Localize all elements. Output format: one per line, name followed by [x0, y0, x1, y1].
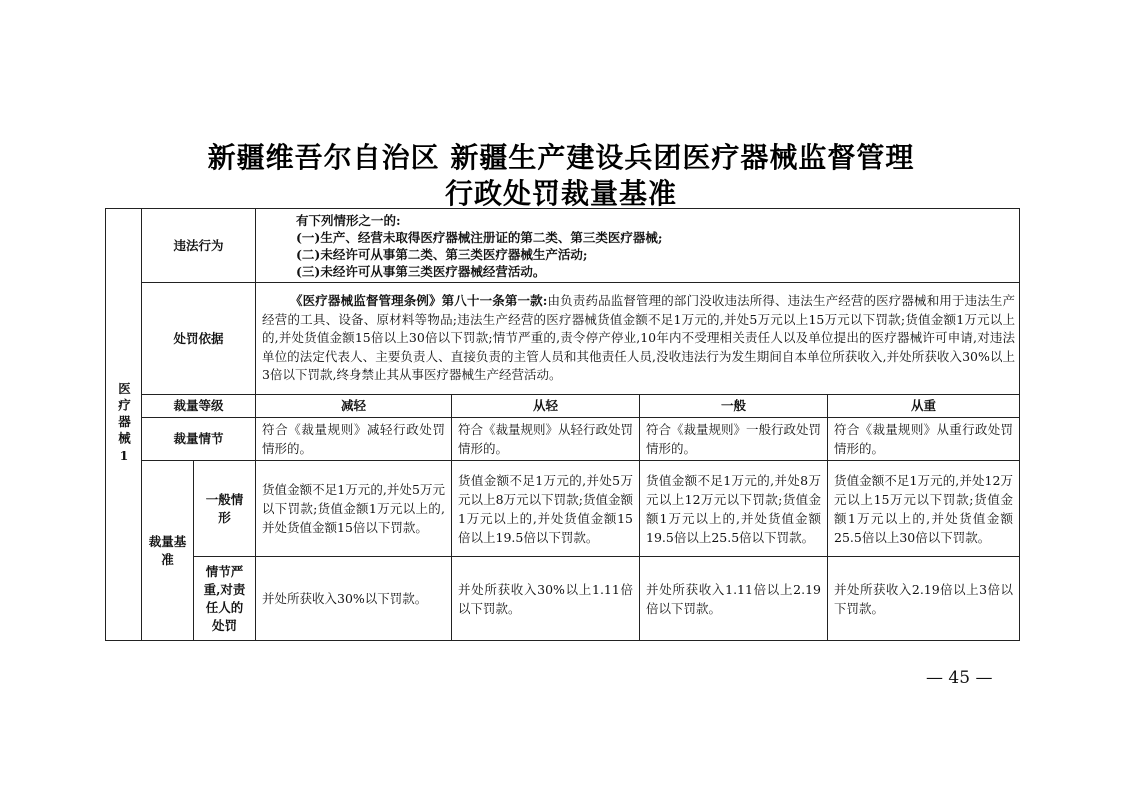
item-label-cell — [106, 209, 142, 641]
general-case-cell: 货值金额不足1万元的,并处5万元以上8万元以下罚款;货值金额1万元以上的,并处货值金额15倍以上19.5倍以下罚款。 — [452, 461, 640, 557]
circumstances-label: 裁量情节 — [142, 418, 256, 461]
circumstance-cell: 符合《裁量规则》从轻行政处罚情形的。 — [452, 418, 640, 461]
item-label: 医疗器械1 — [116, 382, 132, 467]
serious-case-cell: 并处所获收入2.19倍以上3倍以下罚款。 — [828, 557, 1020, 641]
violation-label: 违法行为 — [142, 209, 256, 283]
levels-label: 裁量等级 — [142, 395, 256, 418]
level-lenient: 从轻 — [452, 395, 640, 418]
violation-line: (二)未经许可从事第二类、第三类医疗器械生产活动; — [296, 246, 588, 262]
page-number: — 45 — — [926, 668, 993, 688]
penalty-discretion-table — [105, 208, 1020, 641]
violation-line: (三)未经许可从事第三类医疗器械经营活动。 — [296, 263, 546, 279]
law-reference: 《医疗器械监督管理条例》第八十一条第一款: — [290, 293, 548, 309]
level-severe: 从重 — [828, 395, 1020, 418]
serious-case-cell: 并处所获收入30%以下罚款。 — [256, 557, 452, 641]
circumstance-cell: 符合《裁量规则》减轻行政处罚情形的。 — [256, 418, 452, 461]
violation-line: 有下列情形之一的: — [296, 212, 401, 228]
basis-content — [256, 283, 1020, 395]
level-general: 一般 — [640, 395, 828, 418]
standard-label: 裁量基准 — [142, 461, 194, 641]
general-case-label: 一般情形 — [194, 461, 256, 557]
general-case-cell: 货值金额不足1万元的,并处12万元以上15万元以下罚款;货值金额1万元以上的,并处货值金额25.5倍以上30倍以下罚款。 — [828, 461, 1020, 557]
general-case-cell: 货值金额不足1万元的,并处5万元以下罚款;货值金额1万元以上的,并处货值金额15倍以下罚款。 — [256, 461, 452, 557]
violation-content — [256, 209, 1020, 283]
basis-label: 处罚依据 — [142, 283, 256, 395]
serious-case-cell: 并处所获收入1.11倍以上2.19倍以下罚款。 — [640, 557, 828, 641]
document-title-line1: 新疆维吾尔自治区 新疆生产建设兵团医疗器械监督管理 — [207, 141, 915, 174]
level-mitigated: 减轻 — [256, 395, 452, 418]
document-title-line2: 行政处罚裁量基准 — [444, 177, 677, 210]
general-case-cell: 货值金额不足1万元的,并处8万元以上12万元以下罚款;货值金额1万元以上的,并处货值金额19.5倍以上25.5倍以下罚款。 — [640, 461, 828, 557]
serious-case-cell: 并处所获收入30%以上1.11倍以下罚款。 — [452, 557, 640, 641]
serious-case-label: 情节严重,对责任人的处罚 — [194, 557, 256, 641]
violation-line: (一)生产、经营未取得医疗器械注册证的第二类、第三类医疗器械; — [296, 229, 663, 245]
circumstance-cell: 符合《裁量规则》一般行政处罚情形的。 — [640, 418, 828, 461]
circumstance-cell: 符合《裁量规则》从重行政处罚情形的。 — [828, 418, 1020, 461]
basis-text: 由负责药品监督管理的部门没收违法所得、违法生产经营的医疗器械和用于违法生产经营的工具、设备、原材料等物品;违法生产经营的医疗器械货值金额不足1万元的,并处5万元以上15万元以下罚款;货值金额1万元以上的,并处货值金额15倍以上30倍以下罚款;情节严重的,责令停产停业,10年内不受理相关责任人以及单位提出的医疗器械许可申请,对违法单位的法定代表人、主要负责人、直接负责的主管人员和其他责任人员,没收违法行为发生期间自本单位所获收入,并处所获收入30%以上3倍以下罚款,终身禁止其从事医疗器械生产经营活动。 — [262, 293, 1016, 383]
